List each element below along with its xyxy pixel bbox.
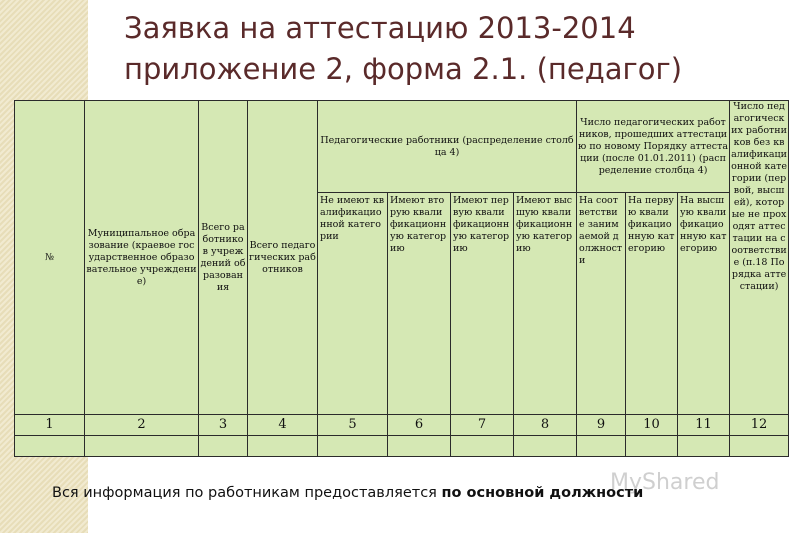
header-total-teachers: Всего педагогических работников (248, 101, 318, 415)
column-number: 10 (626, 415, 678, 436)
header-municipality: Муниципальное образование (краевое государственное образовательное учреждение) (85, 101, 199, 415)
column-number: 11 (678, 415, 730, 436)
footer-text: Вся информация по работникам предоставляется (52, 485, 442, 501)
header-teachers-distribution: Педагогические работники (распределение столбца 4) (318, 101, 577, 193)
header-first-category: Имеют первую квалификационную категорию (451, 193, 514, 415)
empty-cell (514, 436, 577, 457)
header-no-qualification: Не имеют квалификационной категории (318, 193, 388, 415)
empty-cell (577, 436, 626, 457)
empty-cell (199, 436, 248, 457)
column-number: 12 (730, 415, 789, 436)
column-numbers-row (15, 415, 789, 436)
watermark-logo: MyShared (610, 470, 720, 495)
column-number: 9 (577, 415, 626, 436)
empty-cell (85, 436, 199, 457)
column-number: 6 (388, 415, 451, 436)
column-number: 2 (85, 415, 199, 436)
empty-data-row (15, 436, 789, 457)
column-number: 1 (15, 415, 85, 436)
header-to-highest-category: На высшую квалификационную категорию (678, 193, 730, 415)
column-number: 4 (248, 415, 318, 436)
page-title (124, 8, 682, 90)
header-number: № (15, 101, 85, 415)
empty-cell (678, 436, 730, 457)
header-to-first-category: На первую квалификационную категорию (626, 193, 678, 415)
attestation-table (14, 100, 789, 457)
empty-cell (730, 436, 789, 457)
header-highest-category: Имеют высшую квалификационную категорию (514, 193, 577, 415)
column-number: 5 (318, 415, 388, 436)
title-line-1: Заявка на аттестацию 2013-2014 (124, 11, 636, 45)
header-total-staff: Всего работников учреждений образования (199, 101, 248, 415)
column-number: 8 (514, 415, 577, 436)
title-line-2: приложение 2, форма 2.1. (педагог) (124, 52, 683, 86)
empty-cell (388, 436, 451, 457)
header-no-category: Число педагогических работников без квалификационной категории (первой, высшей), которые не проходят аттестации на соответствие (п.18 Порядка аттестации) (730, 101, 789, 415)
empty-cell (15, 436, 85, 457)
header-new-order-attestation: Число педагогических работников, прошедших аттестацию по новому Порядку аттестации (после 01.01.2011) (распределение столбца 4) (577, 101, 730, 193)
header-position-compliance: На соответствие занимаемой должности (577, 193, 626, 415)
column-number: 7 (451, 415, 514, 436)
empty-cell (248, 436, 318, 457)
empty-cell (451, 436, 514, 457)
footer-bold-text: по основной должности (441, 485, 644, 501)
header-second-category: Имеют вторую квалификационную категорию (388, 193, 451, 415)
footer-note (52, 485, 643, 501)
empty-cell (626, 436, 678, 457)
column-number: 3 (199, 415, 248, 436)
empty-cell (318, 436, 388, 457)
